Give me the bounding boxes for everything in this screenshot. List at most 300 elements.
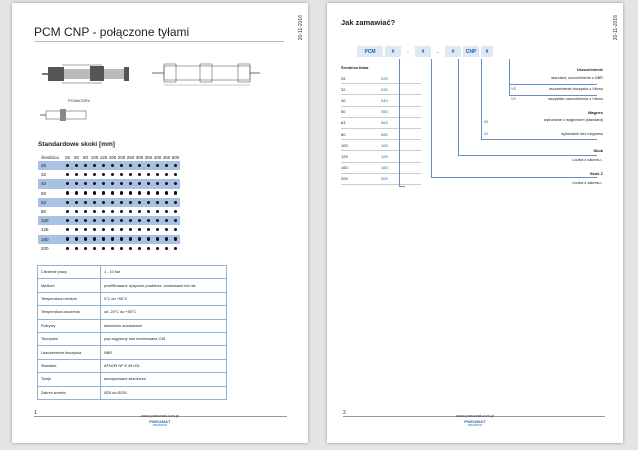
availability-cell [90, 235, 99, 244]
availability-cell [108, 189, 117, 198]
available-dot [129, 164, 132, 167]
availability-cell [90, 179, 99, 188]
availability-cell [63, 216, 72, 225]
available-dot [138, 228, 141, 231]
availability-cell [81, 161, 90, 170]
available-dot [66, 191, 69, 194]
spec-value: od -20°C do +80°C [101, 306, 227, 319]
spec-key: Zakres średnic [38, 386, 101, 399]
diameter-cell: 200 [41, 245, 49, 251]
availability-cell [108, 207, 117, 216]
available-dot [129, 219, 132, 222]
available-dot [102, 210, 105, 213]
diameter-code: 160 [381, 162, 421, 173]
available-dot [120, 228, 123, 231]
spec-key: Tuleje [38, 373, 101, 386]
availability-cell [144, 189, 153, 198]
diameter-value: 100 [341, 140, 381, 151]
availability-cell [162, 189, 171, 198]
availability-cell [135, 235, 144, 244]
page-title: PCM CNP - połączone tyłami [34, 25, 190, 39]
availability-cell [153, 244, 162, 253]
available-dot [66, 201, 69, 204]
stroke-z-title: Skok Z [589, 171, 603, 176]
availability-cell [63, 161, 72, 170]
order-code-segment: CNP [463, 46, 479, 57]
stroke-header: 100 [90, 154, 99, 160]
available-dot [102, 247, 105, 250]
availability-cell [108, 225, 117, 234]
diameter-row [341, 73, 421, 84]
available-dot [75, 191, 78, 194]
diameter-value: 125 [341, 151, 381, 162]
brand-sub: PNEUMATIC [467, 424, 483, 427]
available-dot [66, 247, 69, 250]
diameter-table [341, 73, 421, 185]
diameter-cell: 25 [38, 161, 63, 170]
stroke-table [38, 153, 180, 253]
available-dot [138, 237, 141, 240]
availability-cell [117, 225, 126, 234]
available-dot [93, 237, 96, 240]
availability-cell [117, 216, 126, 225]
availability-cell [162, 179, 171, 188]
product-caption: PCM#CNP# [68, 98, 90, 103]
available-dot [120, 201, 123, 204]
available-dot [120, 164, 123, 167]
spec-table [37, 265, 227, 400]
availability-cell [162, 207, 171, 216]
availability-cell [72, 179, 81, 188]
footer-website[interactable]: www.pneumat.com.pl [140, 413, 179, 418]
available-dot [75, 237, 78, 240]
availability-cell [126, 235, 135, 244]
magnet-01-code: 01 [484, 132, 489, 136]
stroke-header: 50 [73, 154, 79, 160]
availability-cell [72, 207, 81, 216]
available-dot [138, 164, 141, 167]
spec-key: Tłoczysko [38, 332, 101, 345]
available-dot [120, 191, 123, 194]
availability-cell [153, 170, 162, 179]
available-dot [147, 173, 150, 176]
availability-cell [171, 179, 180, 188]
availability-cell [144, 161, 153, 170]
availability-cell [126, 225, 135, 234]
diameter-cell: 40 [38, 179, 63, 188]
section-title: Standardowe skoki [mm] [38, 141, 115, 148]
available-dot [147, 237, 150, 240]
available-dot [129, 182, 132, 185]
diameter-row [341, 162, 421, 173]
magnet-01: wykonanie bez magnesu [561, 132, 603, 136]
availability-cell [144, 216, 153, 225]
stroke-header: 160 [108, 154, 117, 160]
technical-drawing-side [152, 58, 262, 88]
available-dot [75, 173, 78, 176]
available-dot [84, 164, 87, 167]
seal-vv: wszystkie uszczelnienia z Vitonu [548, 97, 603, 101]
availability-cell [81, 207, 90, 216]
available-dot [147, 191, 150, 194]
available-dot [111, 237, 114, 240]
availability-cell [126, 207, 135, 216]
available-dot [138, 247, 141, 250]
availability-cell [117, 161, 126, 170]
available-dot [156, 210, 159, 213]
stroke-header: 250 [126, 154, 135, 160]
availability-cell [126, 170, 135, 179]
availability-cell [81, 189, 90, 198]
availability-cell [117, 198, 126, 207]
availability-cell [90, 216, 99, 225]
available-dot [102, 219, 105, 222]
available-dot [102, 201, 105, 204]
diameter-row [341, 151, 421, 162]
available-dot [156, 191, 159, 194]
available-dot [84, 219, 87, 222]
diameter-header: Średnica tłoka [341, 65, 369, 70]
page-date: 20-11-2016 [298, 15, 304, 41]
available-dot [129, 247, 132, 250]
availability-cell [81, 198, 90, 207]
available-dot [120, 210, 123, 213]
available-dot [165, 191, 168, 194]
available-dot [138, 219, 141, 222]
available-dot [120, 237, 123, 240]
availability-cell [126, 198, 135, 207]
diameter-value: 25 [341, 73, 381, 84]
available-dot [111, 182, 114, 185]
connector-line [399, 59, 400, 186]
order-code-segment: # [445, 46, 461, 57]
available-dot [102, 228, 105, 231]
available-dot [93, 210, 96, 213]
availability-cell [108, 235, 117, 244]
available-dot [84, 182, 87, 185]
spec-value: 1 - 10 bar [101, 266, 227, 279]
available-dot [111, 219, 114, 222]
available-dot [120, 247, 123, 250]
available-dot [75, 210, 78, 213]
spec-row [38, 332, 227, 345]
diameter-value: 50 [341, 106, 381, 117]
available-dot [75, 182, 78, 185]
availability-cell [72, 244, 81, 253]
availability-cell [63, 235, 72, 244]
availability-cell [153, 207, 162, 216]
diameter-value: 200 [341, 173, 381, 184]
availability-cell [90, 198, 99, 207]
availability-cell [72, 216, 81, 225]
stroke-header: 500 [171, 154, 180, 160]
page-title: Jak zamawiać? [341, 18, 396, 27]
available-dot [156, 219, 159, 222]
availability-cell [108, 179, 117, 188]
connector-line [458, 155, 597, 156]
available-dot [111, 201, 114, 204]
diameter-value: 80 [341, 128, 381, 139]
availability-cell [162, 244, 171, 253]
availability-cell [153, 235, 162, 244]
availability-cell [171, 189, 180, 198]
stroke-row [38, 244, 180, 253]
page-1 [12, 3, 308, 443]
availability-cell [81, 244, 90, 253]
availability-cell [99, 216, 108, 225]
stroke-header: 450 [162, 154, 171, 160]
available-dot [147, 164, 150, 167]
stroke-row [38, 189, 180, 198]
available-dot [66, 237, 69, 240]
diameter-code: 063 [381, 117, 421, 128]
availability-cell [63, 198, 72, 207]
spec-value: NBR [101, 346, 227, 359]
available-dot [156, 201, 159, 204]
available-dot [66, 210, 69, 213]
availability-cell [153, 216, 162, 225]
available-dot [93, 219, 96, 222]
diameter-row [341, 84, 421, 95]
available-dot [174, 219, 177, 222]
connector-line [431, 177, 597, 178]
availability-cell [99, 225, 108, 234]
available-dot [75, 228, 78, 231]
available-dot [129, 237, 132, 240]
diameter-row [341, 106, 421, 117]
available-dot [93, 201, 96, 204]
page-2 [327, 3, 623, 443]
spec-key: Temperatura medium [38, 292, 101, 305]
cylinder-photo [42, 53, 130, 93]
stroke-row [38, 225, 180, 234]
stroke-header: 200 [117, 154, 126, 160]
availability-cell [108, 198, 117, 207]
order-code-segment: PCM [357, 46, 383, 57]
available-dot [174, 210, 177, 213]
seal-title: Uszczelnienie [576, 67, 603, 72]
spec-key: Medium [38, 279, 101, 292]
stroke-row [38, 198, 180, 207]
diameter-value: 160 [341, 162, 381, 173]
stroke-header-row [38, 153, 180, 161]
availability-cell [144, 225, 153, 234]
stroke-header: 350 [144, 154, 153, 160]
available-dot [165, 210, 168, 213]
available-dot [93, 164, 96, 167]
availability-cell [126, 161, 135, 170]
availability-cell [90, 170, 99, 179]
availability-cell [72, 189, 81, 198]
available-dot [111, 228, 114, 231]
stroke-row [38, 207, 180, 216]
brand-sub: PNEUMATIC [152, 424, 168, 427]
available-dot [138, 210, 141, 213]
availability-cell [153, 179, 162, 188]
availability-cell [99, 244, 108, 253]
spec-row [38, 292, 227, 305]
availability-cell [171, 235, 180, 244]
connector-line [481, 59, 482, 139]
availability-cell [135, 189, 144, 198]
available-dot [174, 237, 177, 240]
availability-cell [63, 244, 72, 253]
availability-cell [171, 161, 180, 170]
availability-cell [72, 161, 81, 170]
available-dot [165, 201, 168, 204]
availability-cell [81, 216, 90, 225]
available-dot [75, 164, 78, 167]
availability-cell [99, 170, 108, 179]
available-dot [165, 237, 168, 240]
stroke-row [38, 179, 180, 188]
availability-cell [135, 179, 144, 188]
seal-vs-code: VS [511, 87, 517, 91]
available-dot [147, 247, 150, 250]
spec-value: AFNOR NF E 49-001 [101, 359, 227, 372]
available-dot [174, 182, 177, 185]
available-dot [75, 219, 78, 222]
available-dot [66, 173, 69, 176]
order-code-segment: # [385, 46, 401, 57]
diameter-code: 125 [381, 151, 421, 162]
magnet-00: wykonanie z magnesem (standard) [543, 118, 603, 122]
availability-cell [153, 189, 162, 198]
availability-cell [63, 179, 72, 188]
availability-cell [117, 207, 126, 216]
available-dot [156, 182, 159, 185]
stroke-header: 400 [153, 154, 162, 160]
availability-cell [117, 179, 126, 188]
availability-cell [99, 207, 108, 216]
availability-cell [171, 225, 180, 234]
available-dot [102, 182, 105, 185]
available-dot [138, 173, 141, 176]
spec-row [38, 279, 227, 292]
diameter-code: 040 [381, 95, 421, 106]
stroke-title: Skok [593, 148, 603, 153]
availability-cell [135, 216, 144, 225]
stroke-row [38, 235, 180, 244]
availability-cell [162, 225, 171, 234]
order-code-row [357, 46, 493, 57]
availability-cell [171, 198, 180, 207]
available-dot [66, 219, 69, 222]
available-dot [102, 173, 105, 176]
available-dot [84, 247, 87, 250]
availability-cell [162, 235, 171, 244]
available-dot [174, 247, 177, 250]
available-dot [147, 182, 150, 185]
seal-std: standard, uszczelnienie z NBR [551, 76, 603, 80]
available-dot [129, 228, 132, 231]
diameter-row [341, 117, 421, 128]
spec-key: Temperatura otoczenia [38, 306, 101, 319]
available-dot [138, 201, 141, 204]
available-dot [84, 191, 87, 194]
availability-cell [162, 216, 171, 225]
footer-website[interactable]: www.pneumat.com.pl [455, 413, 494, 418]
magnet-title: Magnes [588, 110, 603, 115]
availability-cell [81, 225, 90, 234]
availability-cell [144, 179, 153, 188]
available-dot [138, 182, 141, 185]
available-dot [111, 210, 114, 213]
availability-cell [108, 170, 117, 179]
spec-row [38, 306, 227, 319]
availability-cell [126, 179, 135, 188]
diameter-code: 200 [381, 173, 421, 184]
available-dot [75, 247, 78, 250]
spec-value: pręt ciągniony stal chromowana C45 [101, 332, 227, 345]
available-dot [129, 191, 132, 194]
availability-cell [126, 189, 135, 198]
availability-cell [171, 216, 180, 225]
availability-cell [90, 161, 99, 170]
diameter-cell: 160 [38, 235, 63, 244]
diameter-cell: 80 [41, 209, 47, 215]
spec-key: Standard [38, 359, 101, 372]
page-date: 20-11-2016 [613, 15, 619, 41]
spec-key: Uszczelnienie tłoczyska [38, 346, 101, 359]
diameter-row [341, 140, 421, 151]
availability-cell [144, 235, 153, 244]
available-dot [66, 182, 69, 185]
order-code-segment: . [437, 48, 439, 55]
availability-cell [153, 198, 162, 207]
spec-value: przefiltrowane sprężone powietrze, smarowane lub nie [101, 279, 227, 292]
availability-cell [171, 244, 180, 253]
spec-row [38, 373, 227, 386]
diameter-code: 080 [381, 128, 421, 139]
page-number: 1 [34, 410, 37, 416]
available-dot [84, 228, 87, 231]
availability-cell [81, 235, 90, 244]
available-dot [138, 191, 141, 194]
available-dot [147, 201, 150, 204]
connector-line [509, 95, 597, 96]
available-dot [93, 191, 96, 194]
diameter-cell: 63 [38, 198, 63, 207]
availability-cell [171, 170, 180, 179]
magnet-00-code: 00 [484, 120, 489, 124]
available-dot [156, 173, 159, 176]
availability-cell [135, 244, 144, 253]
availability-cell [90, 244, 99, 253]
availability-cell [171, 207, 180, 216]
availability-cell [63, 189, 72, 198]
availability-cell [72, 170, 81, 179]
diameter-row [341, 128, 421, 139]
available-dot [165, 219, 168, 222]
spec-row [38, 359, 227, 372]
available-dot [75, 201, 78, 204]
available-dot [129, 210, 132, 213]
availability-cell [135, 198, 144, 207]
available-dot [93, 173, 96, 176]
stroke-header: 25 [64, 154, 70, 160]
available-dot [174, 201, 177, 204]
available-dot [129, 173, 132, 176]
spec-row [38, 266, 227, 279]
availability-cell [72, 225, 81, 234]
available-dot [165, 182, 168, 185]
connector-line [509, 59, 510, 95]
available-dot [111, 191, 114, 194]
order-code-segment: # [415, 46, 431, 57]
stroke-header: 125 [99, 154, 108, 160]
available-dot [174, 228, 177, 231]
